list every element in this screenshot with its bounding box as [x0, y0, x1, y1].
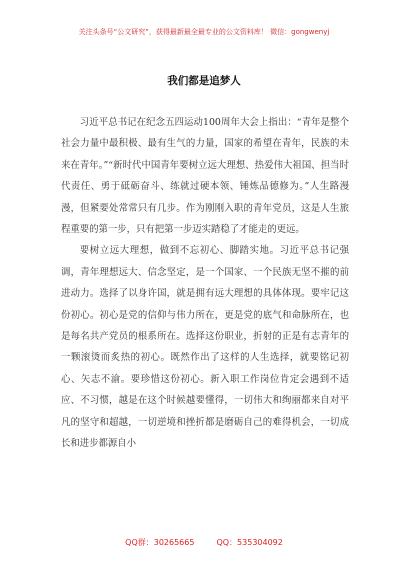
footer-qq-group: QQ群：30265665 [125, 538, 195, 547]
document-body [61, 112, 349, 455]
body-paragraph: 习近平总书记在纪念五四运动100周年大会上指出：“青年是整个社会力量中最积极、最有生气的力量，国家的希望在青年，民族的未来在青年。”“新时代中国青年要树立远大理想、热爱伟大祖国、担当时代责任、勇于砥砺奋斗、练就过硬本领、锤炼品德修为。”人生路漫漫，但紧要处常常只有几步。作为刚刚入职的青年党员，这是人生旅程重要的第一步，只有把第一步迈实踏稳了才能走的更远。 [61, 117, 349, 236]
footer-contact [0, 537, 408, 548]
document-title: 我们都是追梦人 [167, 75, 241, 87]
header-promo-note: 关注头条号“公文研究”，获得最新最全最专业的公文资料库！ 微信：gongwenyj [78, 28, 330, 36]
body-paragraph: 要树立远大理想，做到不忘初心、脚踏实地。习近平总书记强调，青年理想远大、信念坚定，是一个国家、一个民族无坚不摧的前进动力。选择了以身许国，就是拥有远大理想的具体体现。要牢记这份初心。初心是党的信仰与伟力所在，更是党的底气和命脉所在，也是每名共产党员的根系所在。选择这份职业，折射的正是有志青年的一颗滚烫而炙热的初心。既然作出了这样的人生选择，就要铭记初心、矢志不渝。要珍惜这份初心。新入职工作岗位肯定会遇到不适应、不习惯，越是在这个时候越要懂得，一切伟大和绚丽都来自对平凡的坚守和超越，一切逆境和挫折都是磨砺自己的难得机会，一切成长和进步都源自小 [61, 245, 349, 450]
footer-qq: QQ：535304092 [216, 538, 283, 547]
